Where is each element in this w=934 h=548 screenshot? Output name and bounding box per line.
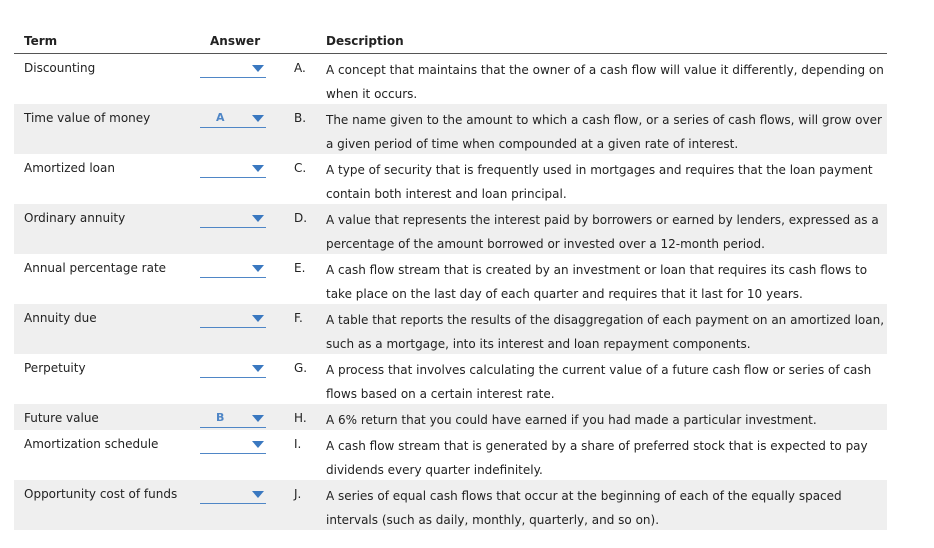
term-label: Perpetuity bbox=[24, 361, 86, 375]
term-label: Opportunity cost of funds bbox=[24, 487, 178, 501]
answer-dropdown[interactable] bbox=[200, 485, 266, 504]
answer-dropdown[interactable] bbox=[200, 259, 266, 278]
table-row bbox=[14, 154, 887, 204]
chevron-down-icon bbox=[252, 415, 264, 422]
term-column-header: Term bbox=[24, 34, 58, 48]
table-row bbox=[14, 480, 887, 530]
table-row bbox=[14, 254, 887, 304]
table-header bbox=[14, 30, 887, 54]
answer-dropdown[interactable] bbox=[200, 409, 266, 428]
answer-value: B bbox=[216, 411, 225, 424]
table-row bbox=[14, 204, 887, 254]
description-text: A cash flow stream that is created by an investment or loan that requires its cash flows to take place on the last day of each quarter and requires that it last for 10 years. bbox=[326, 263, 868, 301]
table-row bbox=[14, 404, 887, 430]
answer-dropdown[interactable] bbox=[200, 159, 266, 178]
answer-dropdown[interactable] bbox=[200, 109, 266, 128]
description-column-header: Description bbox=[326, 34, 404, 48]
term-label: Amortization schedule bbox=[24, 437, 159, 451]
answer-dropdown[interactable] bbox=[200, 209, 266, 228]
chevron-down-icon bbox=[252, 215, 264, 222]
table-row bbox=[14, 304, 887, 354]
table-body bbox=[14, 54, 887, 530]
answer-column-header: Answer bbox=[210, 34, 261, 48]
description-letter: H. bbox=[294, 411, 307, 425]
description-letter: G. bbox=[294, 361, 308, 375]
description-letter: C. bbox=[294, 161, 307, 175]
description-letter: A. bbox=[294, 61, 306, 75]
term-label: Discounting bbox=[24, 61, 96, 75]
description-text: A series of equal cash flows that occur at the beginning of each of the equally spaced intervals (such as daily, monthly, quarterly, and so on). bbox=[326, 489, 842, 527]
description-text: A table that reports the results of the disaggregation of each payment on an amortized loan, such as a mortgage, into its interest and loan repayment components. bbox=[326, 313, 885, 351]
chevron-down-icon bbox=[252, 265, 264, 272]
description-text: The name given to the amount to which a cash flow, or a series of cash flows, will grow over a given period of time when compounded at a given rate of interest. bbox=[326, 113, 882, 151]
description-letter: E. bbox=[294, 261, 306, 275]
answer-dropdown[interactable] bbox=[200, 59, 266, 78]
description-text: A cash flow stream that is generated by a share of preferred stock that is expected to pay dividends every quarter indefinitely. bbox=[326, 439, 868, 477]
term-label: Time value of money bbox=[24, 111, 151, 125]
matching-table bbox=[14, 30, 887, 530]
table-row bbox=[14, 430, 887, 480]
description-letter: I. bbox=[294, 437, 302, 451]
answer-dropdown[interactable] bbox=[200, 309, 266, 328]
answer-value: A bbox=[216, 111, 225, 124]
description-letter: D. bbox=[294, 211, 308, 225]
answer-dropdown[interactable] bbox=[200, 435, 266, 454]
description-text: A 6% return that you could have earned if you had made a particular investment. bbox=[326, 413, 817, 427]
description-text: A concept that maintains that the owner of a cash flow will value it differently, depending on when it occurs. bbox=[326, 63, 884, 101]
chevron-down-icon bbox=[252, 315, 264, 322]
term-label: Future value bbox=[24, 411, 99, 425]
term-label: Amortized loan bbox=[24, 161, 115, 175]
description-text: A type of security that is frequently used in mortgages and requires that the loan payment contain both interest and loan principal. bbox=[326, 163, 873, 201]
table-row bbox=[14, 104, 887, 154]
description-letter: B. bbox=[294, 111, 307, 125]
answer-dropdown[interactable] bbox=[200, 359, 266, 378]
chevron-down-icon bbox=[252, 115, 264, 122]
chevron-down-icon bbox=[252, 441, 264, 448]
term-label: Annual percentage rate bbox=[24, 261, 167, 275]
description-letter: J. bbox=[294, 487, 302, 501]
description-letter: F. bbox=[294, 311, 303, 325]
description-text: A value that represents the interest paid by borrowers or earned by lenders, expressed as a percentage of the amount borrowed or invested over a 12-month period. bbox=[326, 213, 879, 251]
chevron-down-icon bbox=[252, 491, 264, 498]
chevron-down-icon bbox=[252, 365, 264, 372]
table-row bbox=[14, 54, 887, 104]
chevron-down-icon bbox=[252, 165, 264, 172]
term-label: Ordinary annuity bbox=[24, 211, 126, 225]
description-text: A process that involves calculating the current value of a future cash flow or series of cash flows based on a certain interest rate. bbox=[326, 363, 872, 401]
term-label: Annuity due bbox=[24, 311, 97, 325]
table-row bbox=[14, 354, 887, 404]
chevron-down-icon bbox=[252, 65, 264, 72]
